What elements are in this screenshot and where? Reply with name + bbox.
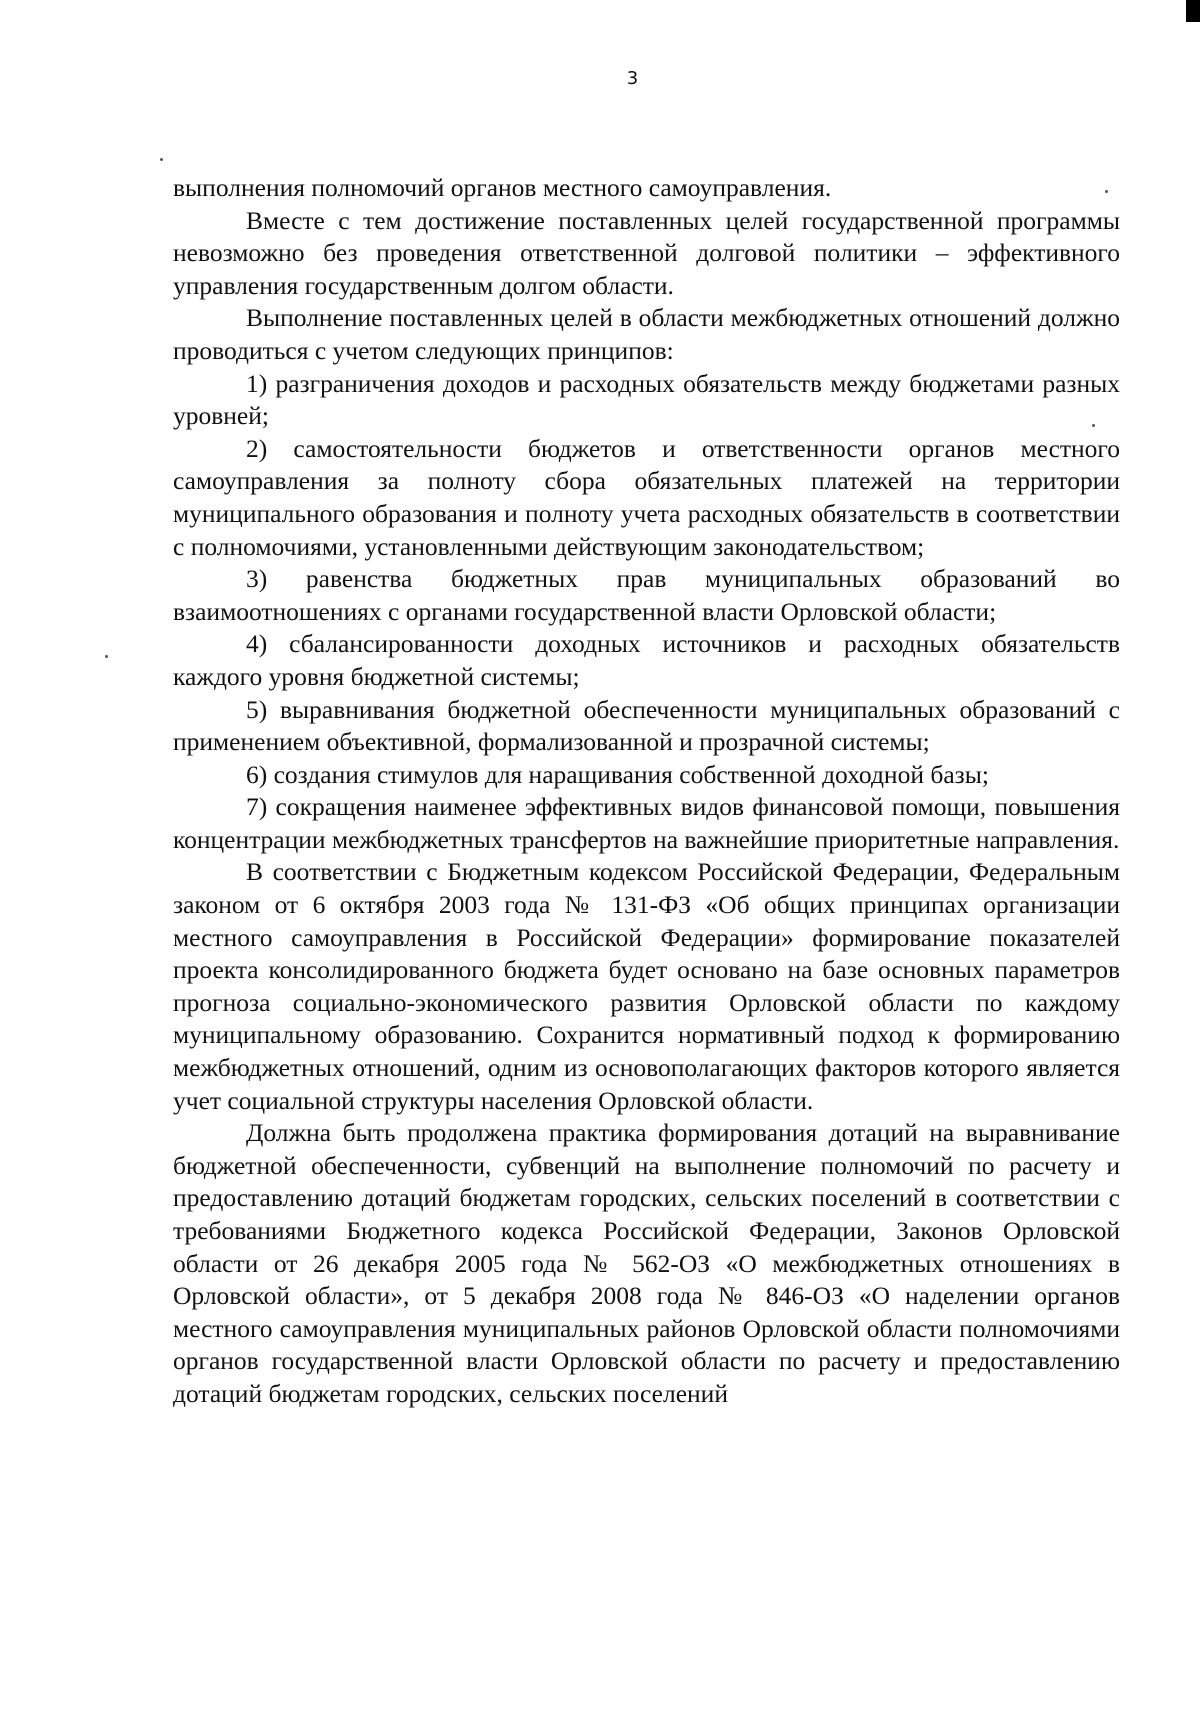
document-body [173, 172, 1120, 1411]
paragraph-2: Вместе с тем достижение поставленных целей государственной программы невозможно без проведения ответственной долговой политики – эффективного управления государственным долгом области. [173, 205, 1120, 300]
principle-item-3: 3) равенства бюджетных прав муниципальных образований во взаимоотношениях с органами государственной власти Орловской области; [173, 564, 1120, 626]
principle-item-5: 5) выравнивания бюджетной обеспеченности муниципальных образований с применением объективной, формализованной и прозрачной системы; [173, 694, 1120, 757]
scan-corner-mark [1186, 0, 1200, 22]
principle-item-1: 1) разграничения доходов и расходных обязательств между бюджетами разных уровней; [173, 368, 1120, 431]
paragraph-legal-basis: В соответствии с Бюджетным кодексом Российской Федерации, Федеральным законом от 6 октября 2003 года № 131-ФЗ «Об общих принципах организации местного самоуправления в Российской Федерации» формирование показателей проекта консолидированного бюджета будет основано на базе основных параметров прогноза социально-экономического развития Орловской области по каждому муниципальному образованию. Сохранится нормативный подход к формированию межбюджетных отношений, одним из основополагающих факторов которого является учет социальной структуры населения Орловской области. [173, 857, 1120, 1115]
principle-item-4: 4) сбалансированности доходных источников и расходных обязательств каждого уровня бюджетной системы; [173, 629, 1120, 691]
principle-item-6: 6) создания стимулов для наращивания собственной доходной базы; [246, 759, 989, 789]
principle-item-7: 7) сокращения наименее эффективных видов финансовой помощи, повышения концентрации межбюджетных трансфертов на важнейшие приоритетные направления. [173, 792, 1120, 854]
scan-speck [160, 158, 163, 161]
principle-item-2: 2) самостоятельности бюджетов и ответственности органов местного самоуправления за полноту сбора обязательных платежей на территории муниципального образования и полноту учета расходных обязательств в соответствии с полномочиями, установленными действующим законодательством; [173, 433, 1120, 561]
paragraph-subsidies: Должна быть продолжена практика формирования дотаций на выравнивание бюджетной обеспеченности, субвенций на выполнение полномочий по расчету и предоставлению дотаций бюджетам городских, сельских поселений в соответствии с требованиями Бюджетного кодекса Российской Федерации, Законов Орловской области от 26 декабря 2005 года № 562-ОЗ «О межбюджетных отношениях в Орловской области», от 5 декабря 2008 года № 846-ОЗ «О наделении органов местного самоуправления муниципальных районов Орловской области полномочиями органов государственной власти Орловской области по расчету и предоставлению дотаций бюджетам городских, сельских поселений [173, 1118, 1120, 1408]
page-number: 3 [626, 68, 639, 89]
paragraph-3: Выполнение поставленных целей в области межбюджетных отношений должно проводиться с учетом следующих принципов: [173, 303, 1120, 365]
paragraph-1: выполнения полномочий органов местного самоуправления. [173, 173, 832, 202]
scan-speck [105, 655, 108, 658]
